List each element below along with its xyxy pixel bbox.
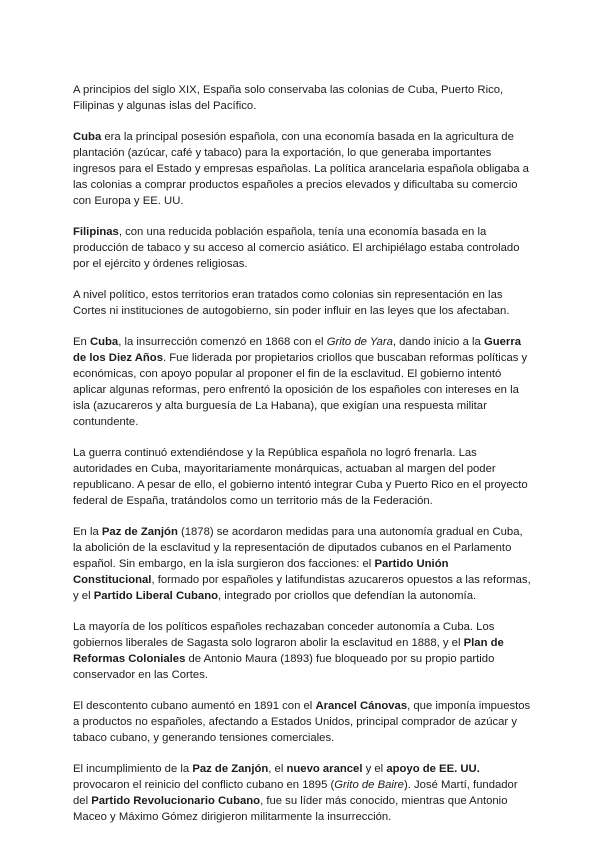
text-run: , integrado por criollos que defendían la autonomía. <box>218 590 477 602</box>
bold-term: Partido Liberal Cubano <box>93 590 218 602</box>
text-run: . Fue liderada por propietarios criollos que buscaban reformas políticas y económicas, con apoyo popular al proponer el fin de la esclavitud. El gobierno intentó aplicar algunas reformas, pero enfrentó la oposición de los españoles con intereses en la isla (azucareros y alta burguesía de La Habana), que exigían una respuesta militar contundente. <box>73 352 528 428</box>
bold-term: Paz de Zanjón <box>192 763 269 775</box>
text-run: La mayoría de los políticos españoles rechazaban conceder autonomía a Cuba. Los gobiernos liberales de Sagasta solo lograron abolir la esclavitud en 1888, y el <box>73 621 495 649</box>
paragraph-filipinas <box>73 224 531 272</box>
text-run: , fue su líder más conocido, mientras que Antonio Maceo y Máximo Gómez dirigieron militarmente la insurrección. <box>73 795 508 823</box>
text-run: En <box>73 336 90 348</box>
text-run: , con una reducida población española, tenía una economía basada en la producción de tabaco y su acceso al comercio asiático. El archipiélago estaba controlado por el ejército y órdenes religiosas. <box>73 226 520 270</box>
text-run: y el <box>362 763 387 775</box>
paragraph-insurrection <box>73 334 531 430</box>
bold-term: apoyo de EE. UU. <box>386 763 480 775</box>
paragraph-intro: A principios del siglo XIX, España solo conservaba las colonias de Cuba, Puerto Rico, Filipinas y algunas islas del Pacífico. <box>73 84 504 112</box>
italic-term: Grito de Baire <box>334 779 404 791</box>
text-run: de Antonio Maura (1893) fue bloqueado por su propio partido conservador en las Cortes. <box>73 653 495 681</box>
bold-term: Partido Unión Constitucional <box>73 558 449 586</box>
paragraph-arancel <box>73 698 531 746</box>
bold-term: Filipinas <box>73 226 119 238</box>
text-run: , la insurrección comenzó en 1868 con el <box>118 336 327 348</box>
text-run: El descontento cubano aumentó en 1891 con el <box>73 700 316 712</box>
paragraph-paz-zanjon <box>73 524 531 604</box>
bold-term: Guerra de los Diez Años <box>73 336 521 364</box>
bold-term: Cuba <box>89 336 119 348</box>
paragraph-cuba-economy <box>73 129 531 209</box>
text-run: (1878) se acordaron medidas para una autonomía gradual en Cuba, la abolición de la esclavitud y la representación de diputados cubanos en el Parlamento español. Sin embargo, en la isla surgieron dos facciones: el <box>73 526 523 570</box>
bold-term: nuevo arancel <box>286 763 363 775</box>
text-run: , dando inicio a la <box>392 336 484 348</box>
text-run: , que imponía impuestos a productos no españoles, afectando a Estados Unidos, principal comprador de azúcar y tabaco cubano, y generando tensiones comerciales. <box>73 700 531 744</box>
bold-term: Cuba <box>73 131 102 143</box>
text-run: En la <box>73 526 102 538</box>
bold-term: Partido Revolucionario Cubano <box>91 795 261 807</box>
bold-term: Plan de Reformas Coloniales <box>73 637 504 665</box>
text-run: ). José Martí, fundador del <box>73 779 518 807</box>
text-run: El incumplimiento de la <box>73 763 193 775</box>
document-page <box>73 82 531 840</box>
bold-term: Arancel Cánovas <box>315 700 408 712</box>
text-run: era la principal posesión española, con una economía basada en la agricultura de plantación (azúcar, café y tabaco) para la exportación, lo que generaba importantes ingresos para el Estado y empresas españolas. La política arancelaria española obligaba a las colonias a comprar productos españoles a precios elevados y dificultaba su comercio con Europa y EE. UU. <box>73 131 529 207</box>
italic-term: Grito de Yara <box>326 336 393 348</box>
bold-term: Paz de Zanjón <box>101 526 178 538</box>
paragraph-political-status: A nivel político, estos territorios eran tratados como colonias sin representación en las Cortes ni instituciones de autogobierno, sin poder influir en las leyes que los afectaban. <box>73 289 510 317</box>
text-run: provocaron el reinicio del conflicto cubano en 1895 ( <box>73 779 335 791</box>
text-run: , el <box>268 763 287 775</box>
paragraph-conflict-restart <box>73 761 531 825</box>
paragraph-war-continues: La guerra continuó extendiéndose y la República española no logró frenarla. Las autoridades en Cuba, mayoritariamente monárquicas, actuaban al margen del poder republicano. A pesar de ello, el gobierno intentó integrar Cuba y Puerto Rico en el proyecto federal de España, tratándolos como un territorio más de la Federación. <box>73 447 528 507</box>
text-run: , formado por españoles y latifundistas azucareros opuestos a las reformas, y el <box>73 574 531 602</box>
paragraph-autonomy-rejected <box>73 619 531 683</box>
